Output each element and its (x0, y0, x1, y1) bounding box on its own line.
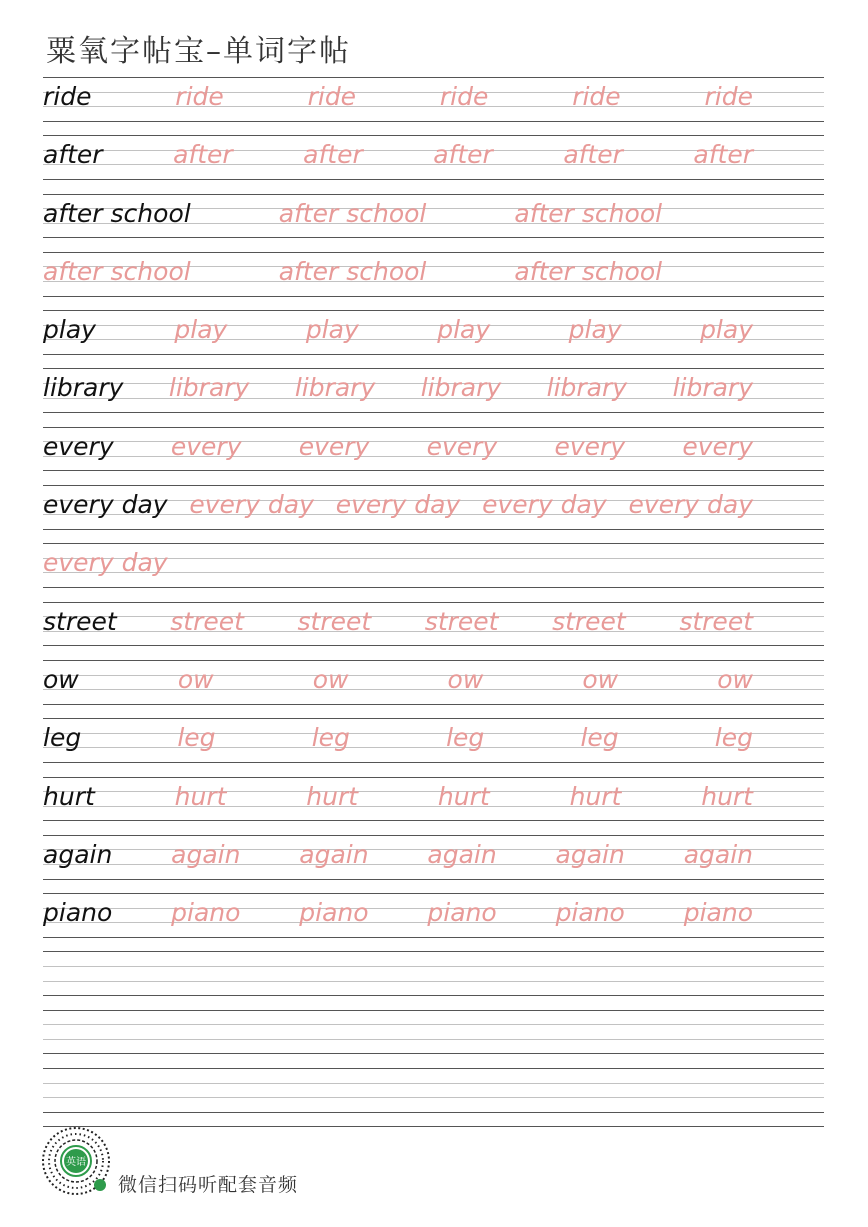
trace-word: leg (446, 723, 485, 753)
trace-word: hurt (437, 781, 490, 811)
practice-row (43, 951, 824, 1009)
trace-word: play (700, 315, 753, 345)
practice-row (43, 427, 824, 485)
practice-row (43, 718, 824, 776)
trace-word: ow (717, 664, 753, 694)
trace-word: street (170, 606, 244, 636)
ruling-line (43, 704, 824, 705)
ruling-line (43, 1112, 824, 1113)
model-word: ride (43, 82, 92, 111)
trace-word: after school (43, 256, 191, 286)
trace-word: ow (177, 664, 214, 694)
trace-word: leg (177, 723, 216, 753)
ruling-line (43, 718, 824, 719)
footer (40, 1125, 440, 1205)
trace-word: piano (171, 898, 241, 928)
trace-word: street (424, 606, 499, 636)
practice-sheet (43, 77, 824, 1127)
trace-word: hurt (174, 781, 227, 811)
ruling-line (43, 777, 824, 778)
ruling-line (43, 237, 824, 238)
trace-word: every day (335, 490, 461, 520)
trace-word: piano (427, 898, 497, 928)
ruling-line (43, 1083, 824, 1084)
ruling-line (43, 733, 824, 734)
trace-word: after (173, 140, 233, 170)
trace-word: every (682, 431, 753, 461)
trace-word: library (546, 373, 628, 403)
trace-word: again (683, 839, 753, 869)
ruling-line (43, 354, 824, 355)
ruling-line (43, 1053, 824, 1054)
model-word: piano (43, 898, 113, 928)
practice-row (43, 602, 824, 660)
practice-row (43, 660, 824, 718)
qr-code-icon[interactable] (40, 1125, 112, 1197)
ruling-line (43, 602, 824, 603)
practice-row (43, 368, 824, 426)
trace-word: every (298, 431, 370, 461)
ruling-line (43, 1039, 824, 1040)
trace-word: every (170, 431, 242, 461)
trace-word: every day (43, 548, 168, 578)
trace-word: ow (582, 664, 619, 694)
ruling-line (43, 981, 824, 982)
trace-word: library (672, 373, 753, 403)
ruling-line (43, 966, 824, 967)
trace-word: again (427, 839, 497, 869)
ruling-line (43, 1010, 824, 1011)
ruling-line (43, 179, 824, 180)
ruling-line (43, 1097, 824, 1098)
ruling-line (43, 820, 824, 821)
trace-word: again (555, 839, 625, 869)
ruling-line (43, 543, 824, 544)
trace-word: piano (683, 898, 753, 928)
ruling-line (43, 296, 824, 297)
ruling-line (43, 485, 824, 486)
trace-word: after (433, 140, 493, 170)
trace-word: every (554, 431, 626, 461)
model-word: street (43, 606, 117, 636)
model-word: every day (43, 490, 168, 520)
practice-row (43, 835, 824, 893)
practice-row (43, 135, 824, 193)
trace-word: after school (514, 198, 663, 228)
ruling-line (43, 587, 824, 588)
ruling-line (43, 529, 824, 530)
trace-word: play (174, 315, 228, 345)
qr-badge-text: 英语 (66, 1157, 86, 1168)
ruling-line (43, 762, 824, 763)
trace-word: hurt (306, 781, 359, 811)
trace-word: again (299, 839, 369, 869)
ruling-line (43, 937, 824, 938)
model-word: library (43, 373, 124, 403)
ruling-line (43, 194, 824, 195)
ruling-line (43, 135, 824, 136)
practice-row (43, 1010, 824, 1068)
trace-word: ow (447, 664, 484, 694)
ruling-line (43, 121, 824, 122)
ruling-line (43, 470, 824, 471)
ruling-line (43, 427, 824, 428)
trace-word: after (303, 140, 363, 170)
trace-word: hurt (701, 781, 753, 811)
model-word: ow (43, 664, 79, 694)
ruling-line (43, 879, 824, 880)
trace-word: after (693, 140, 753, 170)
trace-word: leg (580, 723, 619, 753)
trace-word: leg (714, 723, 753, 753)
trace-word: again (171, 839, 241, 869)
trace-word: ride (307, 82, 357, 111)
practice-row (43, 485, 824, 543)
trace-word: street (679, 606, 753, 636)
ruling-line (43, 893, 824, 894)
ruling-line (43, 660, 824, 661)
ruling-line (43, 77, 824, 78)
ruling-line (43, 310, 824, 311)
model-word: hurt (43, 781, 95, 811)
trace-word: piano (299, 898, 369, 928)
trace-word: after school (278, 256, 427, 286)
trace-word: play (437, 315, 491, 345)
ruling-line (43, 689, 824, 690)
ruling-line (43, 747, 824, 748)
page-title: 粟氧字帖宝–单词字帖 (46, 34, 351, 69)
model-word: leg (43, 723, 82, 753)
trace-word: after school (278, 198, 427, 228)
trace-word: library (168, 373, 250, 403)
trace-word: after school (514, 256, 663, 286)
trace-word: library (420, 373, 502, 403)
trace-word: leg (311, 723, 350, 753)
ruling-line (43, 252, 824, 253)
ruling-line (43, 1024, 824, 1025)
trace-word: after (563, 140, 623, 170)
model-word: after school (43, 198, 191, 228)
trace-word: every (426, 431, 498, 461)
trace-word: ride (175, 82, 224, 111)
audio-scan-note: 微信扫码听配套音频 (118, 1174, 299, 1196)
model-word: every (43, 431, 114, 461)
ruling-line (43, 1068, 824, 1069)
practice-row (43, 543, 824, 601)
ruling-line (43, 951, 824, 952)
model-word: play (43, 315, 96, 345)
practice-row (43, 252, 824, 310)
trace-word: ride (704, 82, 753, 111)
practice-row (43, 1068, 824, 1126)
ruling-line (43, 645, 824, 646)
practice-row (43, 77, 824, 135)
ruling-line (43, 995, 824, 996)
trace-word: ow (312, 664, 349, 694)
trace-word: every day (628, 490, 753, 520)
trace-word: piano (555, 898, 625, 928)
trace-word: ride (439, 82, 489, 111)
trace-word: play (305, 315, 359, 345)
practice-row (43, 893, 824, 951)
practice-row (43, 777, 824, 835)
trace-word: street (297, 606, 372, 636)
model-word: after (43, 140, 103, 170)
ruling-line (43, 412, 824, 413)
trace-word: street (552, 606, 626, 636)
trace-word: play (568, 315, 622, 345)
ruling-line (43, 368, 824, 369)
ruling-line (43, 675, 824, 676)
trace-word: hurt (569, 781, 622, 811)
trace-word: every day (189, 490, 314, 520)
model-word: again (43, 839, 113, 869)
ruling-line (43, 835, 824, 836)
trace-word: library (294, 373, 376, 403)
trace-word: every day (482, 490, 607, 520)
practice-row (43, 310, 824, 368)
practice-row (43, 194, 824, 252)
trace-word: ride (572, 82, 621, 111)
